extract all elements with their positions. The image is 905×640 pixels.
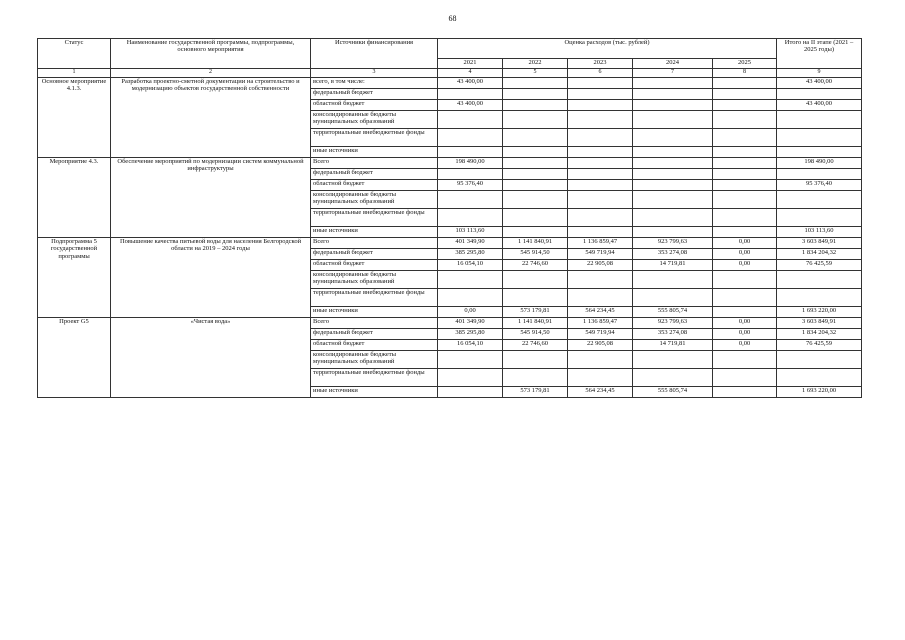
total-value-cell <box>777 209 862 227</box>
funding-source: территориальные внебюджетные фонды <box>311 129 438 147</box>
total-value-cell <box>777 169 862 180</box>
year-value-cell <box>633 227 713 238</box>
year-value-cell: 1 136 859,47 <box>568 318 633 329</box>
year-value-cell <box>713 289 777 307</box>
year-value-cell: 549 719,94 <box>568 329 633 340</box>
total-value-cell <box>777 147 862 158</box>
year-value-cell: 22 746,60 <box>503 340 568 351</box>
year-value-cell <box>568 100 633 111</box>
year-value-cell: 14 719,81 <box>633 260 713 271</box>
funding-source: консолидированные бюджеты муниципальных образований <box>311 271 438 289</box>
funding-source: Всего <box>311 318 438 329</box>
year-value-cell: 16 054,10 <box>438 260 503 271</box>
year-value-cell <box>503 78 568 89</box>
funding-source: областной бюджет <box>311 260 438 271</box>
funding-source: иные источники <box>311 307 438 318</box>
year-value-cell <box>503 369 568 387</box>
header-status: Статус <box>38 39 111 69</box>
funding-source: федеральный бюджет <box>311 329 438 340</box>
year-value-cell <box>503 351 568 369</box>
year-value-cell: 564 234,45 <box>568 307 633 318</box>
year-value-cell <box>713 158 777 169</box>
year-value-cell <box>568 129 633 147</box>
year-value-cell <box>713 129 777 147</box>
year-value-cell <box>713 369 777 387</box>
total-value-cell: 3 603 849,91 <box>777 318 862 329</box>
year-value-cell: 555 805,74 <box>633 387 713 398</box>
column-number: 4 <box>438 69 503 78</box>
year-value-cell <box>713 387 777 398</box>
year-value-cell <box>633 209 713 227</box>
year-value-cell <box>633 169 713 180</box>
column-number: 8 <box>713 69 777 78</box>
year-value-cell <box>568 209 633 227</box>
funding-source: федеральный бюджет <box>311 249 438 260</box>
year-value-cell <box>633 129 713 147</box>
year-value-cell <box>438 169 503 180</box>
year-value-cell <box>568 89 633 100</box>
year-value-cell: 385 295,80 <box>438 249 503 260</box>
year-value-cell: 0,00 <box>713 340 777 351</box>
year-value-cell <box>568 289 633 307</box>
year-value-cell <box>568 111 633 129</box>
header-year: 2022 <box>503 59 568 69</box>
year-value-cell: 923 799,63 <box>633 318 713 329</box>
funding-source: областной бюджет <box>311 180 438 191</box>
year-value-cell: 545 914,50 <box>503 329 568 340</box>
year-value-cell <box>568 147 633 158</box>
year-value-cell: 0,00 <box>713 260 777 271</box>
total-value-cell <box>777 111 862 129</box>
row-program-name: Разработка проектно-сметной документации на строительство и модернизацию объектов государственной собственности <box>111 78 311 158</box>
funding-source: консолидированные бюджеты муниципальных образований <box>311 351 438 369</box>
year-value-cell <box>438 209 503 227</box>
total-value-cell: 76 425,59 <box>777 340 862 351</box>
year-value-cell <box>633 351 713 369</box>
year-value-cell <box>438 271 503 289</box>
total-value-cell <box>777 351 862 369</box>
row-status: Подпрограмма 5 государственной программы <box>38 238 111 318</box>
year-value-cell <box>438 369 503 387</box>
year-value-cell <box>713 351 777 369</box>
total-value-cell <box>777 89 862 100</box>
year-value-cell: 198 490,00 <box>438 158 503 169</box>
year-value-cell <box>568 169 633 180</box>
year-value-cell: 1 141 840,91 <box>503 238 568 249</box>
total-value-cell: 3 603 849,91 <box>777 238 862 249</box>
year-value-cell <box>633 100 713 111</box>
year-value-cell: 555 805,74 <box>633 307 713 318</box>
year-value-cell: 43 400,00 <box>438 78 503 89</box>
row-program-name: Повышение качества питьевой воды для населения Белгородской области на 2019 – 2024 годы <box>111 238 311 318</box>
funding-source: иные источники <box>311 387 438 398</box>
year-value-cell <box>713 227 777 238</box>
year-value-cell <box>503 191 568 209</box>
funding-source: территориальные внебюджетные фонды <box>311 289 438 307</box>
year-value-cell <box>503 111 568 129</box>
year-value-cell <box>503 169 568 180</box>
column-number: 9 <box>777 69 862 78</box>
year-value-cell: 573 179,81 <box>503 307 568 318</box>
year-value-cell <box>438 111 503 129</box>
year-value-cell <box>713 147 777 158</box>
year-value-cell <box>633 180 713 191</box>
year-value-cell <box>503 129 568 147</box>
total-value-cell: 1 834 204,32 <box>777 329 862 340</box>
funding-source: Всего <box>311 238 438 249</box>
total-value-cell: 95 376,40 <box>777 180 862 191</box>
budget-table <box>37 38 862 398</box>
year-value-cell <box>713 78 777 89</box>
funding-source: иные источники <box>311 147 438 158</box>
year-value-cell <box>713 307 777 318</box>
funding-source: территориальные внебюджетные фонды <box>311 369 438 387</box>
year-value-cell: 22 746,60 <box>503 260 568 271</box>
year-value-cell <box>503 147 568 158</box>
year-value-cell <box>503 100 568 111</box>
year-value-cell <box>568 369 633 387</box>
year-value-cell: 0,00 <box>713 238 777 249</box>
year-value-cell: 0,00 <box>713 329 777 340</box>
year-value-cell <box>633 158 713 169</box>
year-value-cell <box>568 78 633 89</box>
column-number: 7 <box>633 69 713 78</box>
column-number: 1 <box>38 69 111 78</box>
year-value-cell <box>713 111 777 129</box>
column-number: 5 <box>503 69 568 78</box>
year-value-cell <box>568 271 633 289</box>
year-value-cell <box>503 271 568 289</box>
year-value-cell: 401 349,90 <box>438 318 503 329</box>
year-value-cell: 401 349,90 <box>438 238 503 249</box>
year-value-cell: 573 179,81 <box>503 387 568 398</box>
year-value-cell <box>633 111 713 129</box>
year-value-cell <box>633 78 713 89</box>
year-value-cell: 353 274,08 <box>633 329 713 340</box>
year-value-cell: 923 799,63 <box>633 238 713 249</box>
funding-source: иные источники <box>311 227 438 238</box>
header-year: 2021 <box>438 59 503 69</box>
funding-source: всего, в том числе: <box>311 78 438 89</box>
year-value-cell <box>438 129 503 147</box>
year-value-cell <box>568 227 633 238</box>
funding-source: федеральный бюджет <box>311 169 438 180</box>
year-value-cell: 95 376,40 <box>438 180 503 191</box>
funding-source: Всего <box>311 158 438 169</box>
year-value-cell: 385 295,80 <box>438 329 503 340</box>
year-value-cell: 549 719,94 <box>568 249 633 260</box>
year-value-cell <box>633 191 713 209</box>
funding-source: областной бюджет <box>311 340 438 351</box>
year-value-cell <box>438 387 503 398</box>
year-value-cell: 353 274,08 <box>633 249 713 260</box>
year-value-cell <box>438 289 503 307</box>
year-value-cell: 14 719,81 <box>633 340 713 351</box>
row-status: Мероприятие 4.3. <box>38 158 111 238</box>
year-value-cell <box>713 89 777 100</box>
year-value-cell <box>438 191 503 209</box>
year-value-cell <box>633 271 713 289</box>
funding-source: консолидированные бюджеты муниципальных образований <box>311 191 438 209</box>
table-body <box>38 78 862 398</box>
funding-source: консолидированные бюджеты муниципальных образований <box>311 111 438 129</box>
year-value-cell: 564 234,45 <box>568 387 633 398</box>
total-value-cell: 43 400,00 <box>777 78 862 89</box>
total-value-cell <box>777 129 862 147</box>
year-value-cell: 0,00 <box>438 307 503 318</box>
header-year: 2023 <box>568 59 633 69</box>
year-value-cell: 0,00 <box>713 249 777 260</box>
total-value-cell <box>777 191 862 209</box>
table-row <box>38 238 862 249</box>
year-value-cell <box>503 89 568 100</box>
year-value-cell: 16 054,10 <box>438 340 503 351</box>
year-value-cell: 545 914,50 <box>503 249 568 260</box>
year-value-cell: 43 400,00 <box>438 100 503 111</box>
header-sources: Источники финансирования <box>311 39 438 69</box>
year-value-cell <box>503 180 568 191</box>
year-value-cell <box>633 147 713 158</box>
year-value-cell <box>568 158 633 169</box>
total-value-cell <box>777 271 862 289</box>
funding-source: федеральный бюджет <box>311 89 438 100</box>
header-estimate: Оценка расходов (тыс. рублей) <box>438 39 777 59</box>
column-number: 2 <box>111 69 311 78</box>
table-row <box>38 158 862 169</box>
year-value-cell <box>713 271 777 289</box>
year-value-cell: 22 905,08 <box>568 260 633 271</box>
total-value-cell: 1 693 220,00 <box>777 307 862 318</box>
year-value-cell <box>438 147 503 158</box>
year-value-cell <box>633 289 713 307</box>
total-value-cell <box>777 369 862 387</box>
row-status: Проект G5 <box>38 318 111 398</box>
column-number: 3 <box>311 69 438 78</box>
year-value-cell <box>713 180 777 191</box>
column-number: 6 <box>568 69 633 78</box>
year-value-cell <box>503 289 568 307</box>
table-row <box>38 78 862 89</box>
total-value-cell: 198 490,00 <box>777 158 862 169</box>
header-year: 2025 <box>713 59 777 69</box>
year-value-cell <box>633 369 713 387</box>
total-value-cell: 1 693 220,00 <box>777 387 862 398</box>
year-value-cell <box>713 209 777 227</box>
funding-source: территориальные внебюджетные фонды <box>311 209 438 227</box>
row-status: Основное мероприятие 4.1.3. <box>38 78 111 158</box>
total-value-cell <box>777 289 862 307</box>
total-value-cell: 76 425,59 <box>777 260 862 271</box>
year-value-cell <box>503 227 568 238</box>
year-value-cell <box>503 158 568 169</box>
page-number: 68 <box>448 14 457 23</box>
total-value-cell: 103 113,60 <box>777 227 862 238</box>
year-value-cell <box>438 351 503 369</box>
row-program-name: Обеспечение мероприятий по модернизации систем коммунальной инфраструктуры <box>111 158 311 238</box>
year-value-cell <box>713 100 777 111</box>
header-name: Наименование государственной программы, подпрограммы, основного мероприятия <box>111 39 311 69</box>
funding-source: областной бюджет <box>311 100 438 111</box>
year-value-cell <box>713 169 777 180</box>
year-value-cell <box>568 351 633 369</box>
year-value-cell: 22 905,08 <box>568 340 633 351</box>
year-value-cell <box>568 191 633 209</box>
total-value-cell: 1 834 204,32 <box>777 249 862 260</box>
year-value-cell <box>503 209 568 227</box>
table-row <box>38 318 862 329</box>
year-value-cell: 103 113,60 <box>438 227 503 238</box>
year-value-cell <box>438 89 503 100</box>
year-value-cell <box>568 180 633 191</box>
total-value-cell: 43 400,00 <box>777 100 862 111</box>
year-value-cell: 1 136 859,47 <box>568 238 633 249</box>
year-value-cell: 0,00 <box>713 318 777 329</box>
row-program-name: «Чистая вода» <box>111 318 311 398</box>
header-year: 2024 <box>633 59 713 69</box>
header-total: Итого на II этапе (2021 – 2025 годы) <box>777 39 862 69</box>
year-value-cell <box>633 89 713 100</box>
year-value-cell: 1 141 840,91 <box>503 318 568 329</box>
year-value-cell <box>713 191 777 209</box>
